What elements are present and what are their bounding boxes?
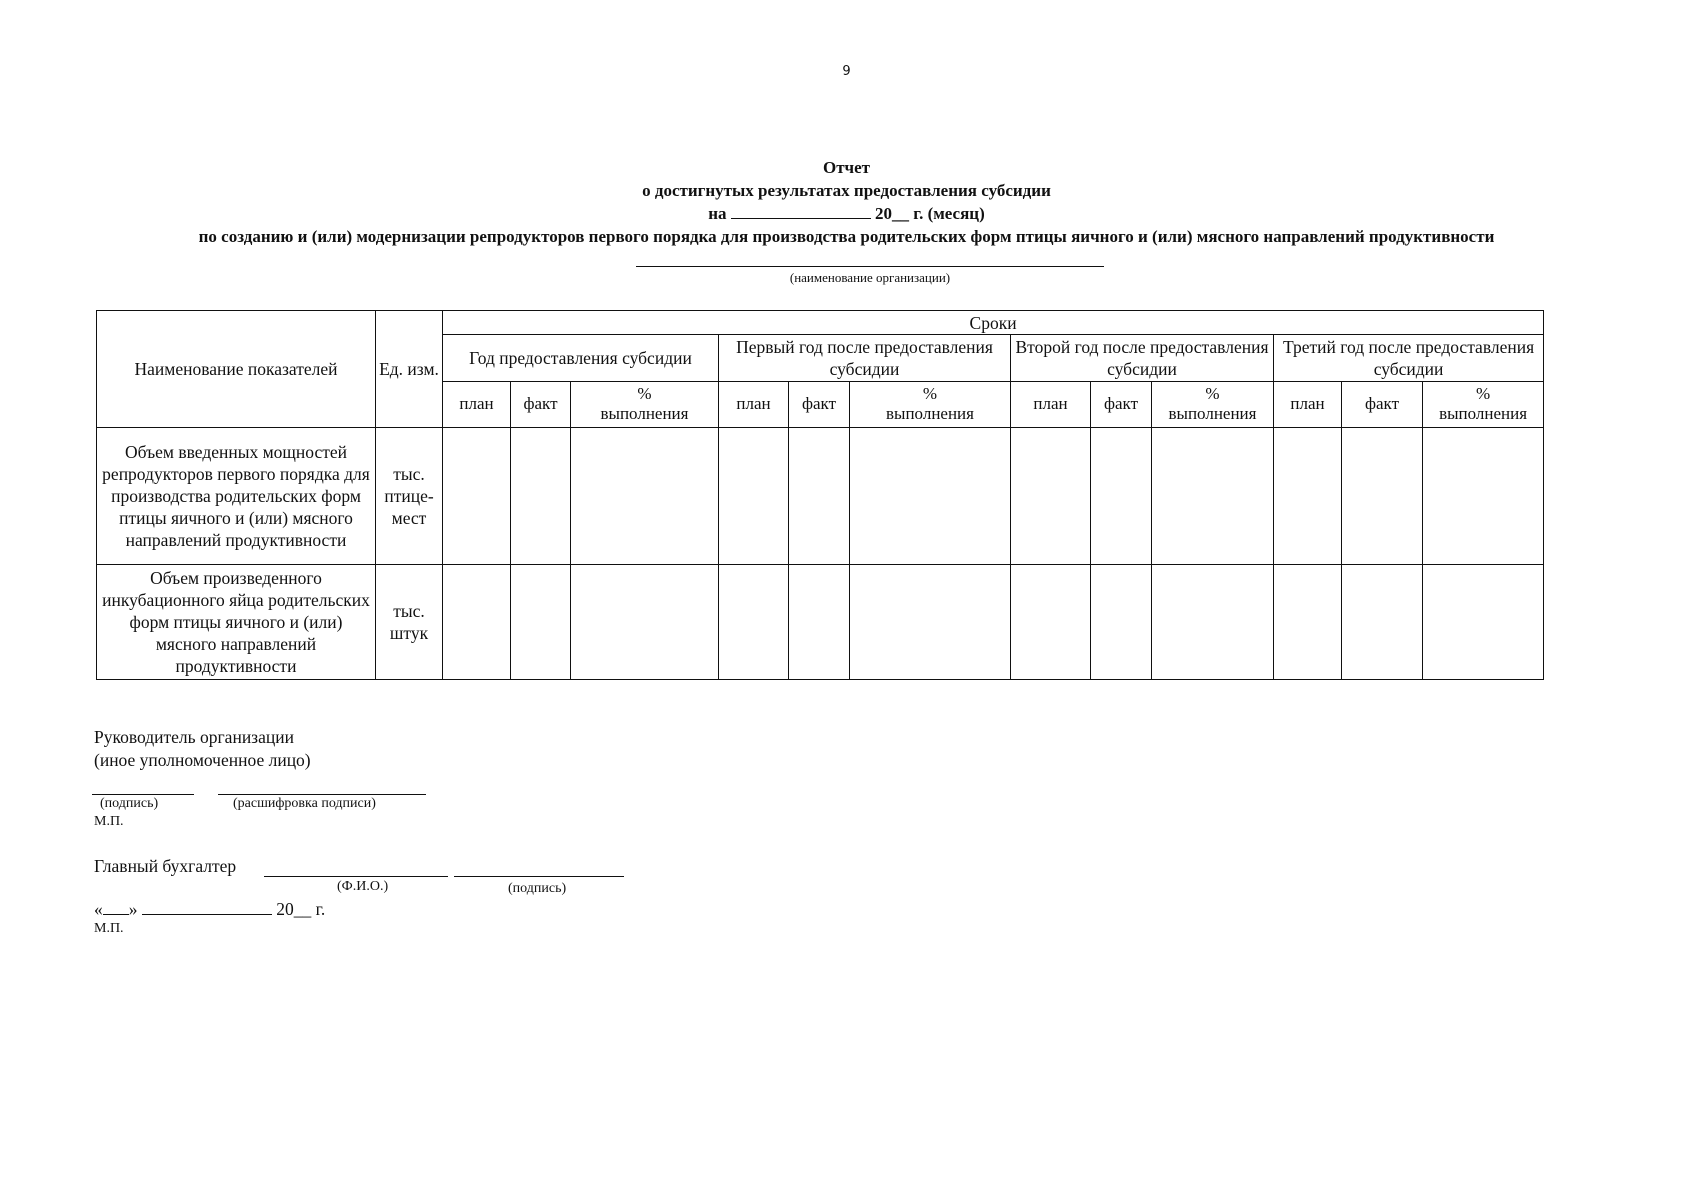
cell-plan[interactable]	[443, 427, 511, 564]
pct-symbol: %	[1475, 384, 1491, 404]
header-pct	[1423, 381, 1544, 427]
stamp-mark-2: М.П.	[94, 921, 124, 936]
pct-label: выполнения	[1439, 404, 1528, 424]
cell-pct[interactable]	[1423, 565, 1544, 680]
cell-plan[interactable]	[1011, 565, 1091, 680]
date-line	[94, 898, 325, 921]
accountant-sign-line[interactable]	[454, 876, 624, 877]
date-blank[interactable]	[731, 203, 871, 219]
report-table	[96, 310, 1544, 680]
title-date-prefix: на	[708, 204, 727, 223]
cell-pct[interactable]	[1152, 427, 1274, 564]
cell-pct[interactable]	[1423, 427, 1544, 564]
cell-fact[interactable]	[789, 565, 850, 680]
page-number: 9	[842, 64, 851, 79]
date-suffix: г.	[315, 899, 326, 919]
title-date-year: 20__	[875, 204, 910, 223]
date-day-blank[interactable]	[103, 899, 129, 915]
title-date-suffix: г. (месяц)	[913, 204, 985, 223]
pct-label: выполнения	[1168, 404, 1257, 424]
row-indicator-name: Объем произведенного инкубационного яйца родительских форм птицы яичного и (или) мясного направлений продуктивности	[97, 565, 376, 680]
title-line-2: о достигнутых результатах предоставления субсидии	[642, 181, 1051, 200]
cell-fact[interactable]	[511, 565, 571, 680]
title-line-3	[0, 202, 1693, 225]
date-quote-close: »	[128, 899, 138, 919]
report-title	[0, 156, 1693, 248]
pct-symbol: %	[637, 384, 652, 404]
cell-fact[interactable]	[1091, 427, 1152, 564]
date-month-blank[interactable]	[142, 899, 272, 915]
head-sign-caption: (подпись)	[100, 796, 159, 811]
row-indicator-name: Объем введенных мощностей репродукторов первого порядка для производства родительских форм птицы яичного и (или) мясного направлений продуктивности	[97, 427, 376, 564]
cell-plan[interactable]	[719, 565, 789, 680]
header-unit: Ед. изм.	[376, 311, 443, 428]
head-decode-line[interactable]	[218, 794, 426, 795]
pct-label: выполнения	[600, 404, 689, 424]
header-fact: факт	[1091, 381, 1152, 427]
pct-label: выполнения	[886, 404, 974, 424]
header-plan: план	[443, 381, 511, 427]
header-row-1	[97, 311, 1544, 335]
row-unit: тыс. птице-мест	[376, 427, 443, 564]
cell-fact[interactable]	[1342, 427, 1423, 564]
pct-symbol: %	[1205, 384, 1220, 404]
stamp-mark-1: М.П.	[94, 814, 124, 829]
header-period-3: Третий год после предоставления субсидии	[1274, 335, 1544, 381]
cell-fact[interactable]	[1342, 565, 1423, 680]
title-line-4: по созданию и (или) модернизации репродукторов первого порядка для производства родительских форм птицы яичного и (или) мясного направлений продуктивности	[198, 227, 1495, 246]
org-name-line[interactable]	[636, 266, 1104, 267]
cell-plan[interactable]	[719, 427, 789, 564]
header-pct	[850, 381, 1011, 427]
header-period-1: Первый год после предоставления субсидии	[719, 335, 1011, 381]
cell-plan[interactable]	[1274, 565, 1342, 680]
header-pct	[571, 381, 719, 427]
header-pct	[1152, 381, 1274, 427]
org-name-caption: (наименование организации)	[789, 270, 951, 285]
header-period-2: Второй год после предоставления субсидии	[1011, 335, 1274, 381]
cell-fact[interactable]	[789, 427, 850, 564]
cell-pct[interactable]	[850, 427, 1011, 564]
accountant-fio-caption: (Ф.И.О.)	[337, 879, 389, 894]
date-quote-open: «	[94, 899, 103, 919]
cell-pct[interactable]	[571, 427, 719, 564]
cell-plan[interactable]	[443, 565, 511, 680]
header-indicator: Наименование показателей	[97, 311, 376, 428]
head-label-2: (иное уполномоченное лицо)	[94, 750, 311, 770]
table-row	[97, 427, 1544, 564]
cell-plan[interactable]	[1274, 427, 1342, 564]
head-label-1: Руководитель организации	[94, 727, 294, 747]
header-fact: факт	[1342, 381, 1423, 427]
pct-symbol: %	[922, 384, 938, 404]
cell-fact[interactable]	[1091, 565, 1152, 680]
accountant-fio-line[interactable]	[264, 876, 448, 877]
head-sign-line[interactable]	[92, 794, 194, 795]
header-fact: факт	[789, 381, 850, 427]
header-plan: план	[719, 381, 789, 427]
cell-pct[interactable]	[850, 565, 1011, 680]
row-unit: тыс. штук	[376, 565, 443, 680]
accountant-sign-caption: (подпись)	[508, 881, 567, 896]
cell-fact[interactable]	[511, 427, 571, 564]
accountant-label: Главный бухгалтер	[94, 856, 237, 876]
date-year: 20__	[276, 899, 312, 919]
header-period-0: Год предоставления субсидии	[443, 335, 719, 381]
cell-pct[interactable]	[1152, 565, 1274, 680]
head-decode-caption: (расшифровка подписи)	[233, 796, 376, 811]
header-plan: план	[1011, 381, 1091, 427]
table-row	[97, 565, 1544, 680]
header-fact: факт	[511, 381, 571, 427]
cell-pct[interactable]	[571, 565, 719, 680]
header-terms: Сроки	[443, 311, 1544, 335]
cell-plan[interactable]	[1011, 427, 1091, 564]
header-plan: план	[1274, 381, 1342, 427]
title-line-1: Отчет	[822, 158, 871, 177]
